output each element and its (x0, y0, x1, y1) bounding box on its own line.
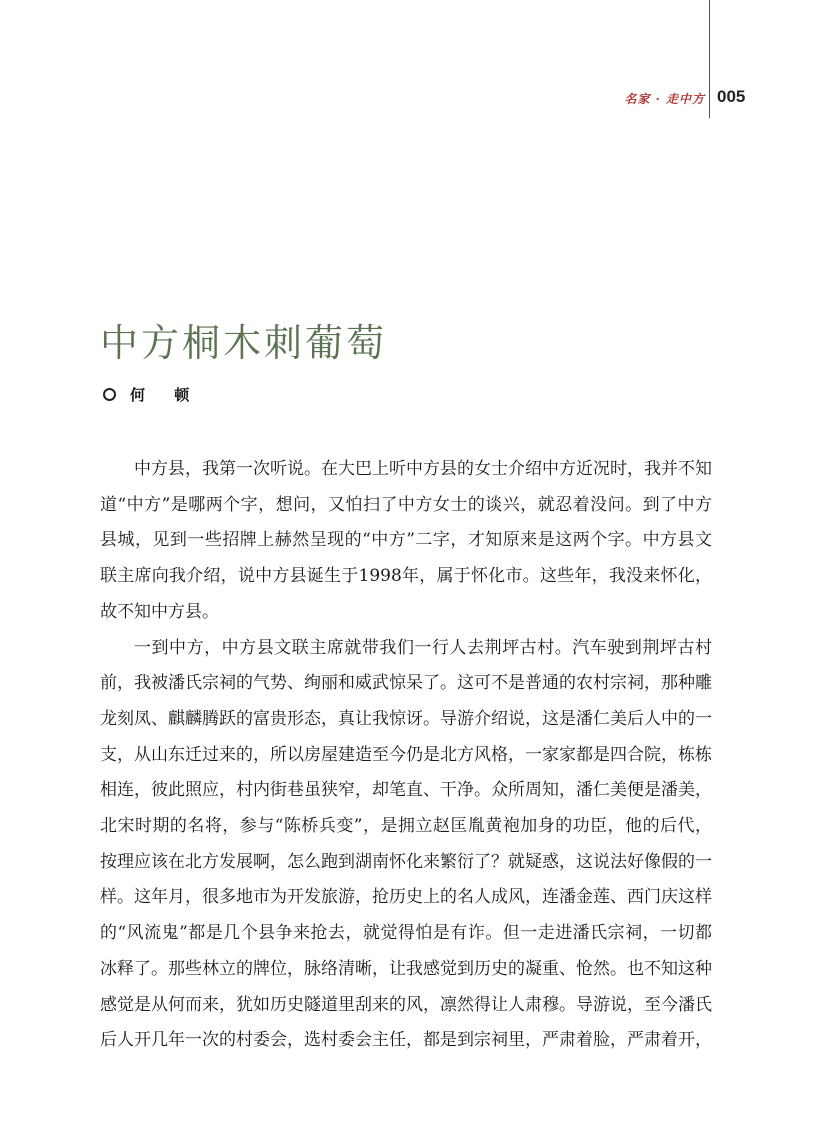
article-title: 中方桐木刺葡萄 (100, 321, 388, 365)
paragraph: 一到中方，中方县文联主席就带我们一行人去荆坪古村。汽车驶到荆坪古村前，我被潘氏宗祠的气势、绚丽和威武惊呆了。这可不是普通的农村宗祠，那种雕龙刻凤、麒麟腾跃的富贵形态，真让我惊讶。导游介绍说，这是潘仁美后人中的一支，从山东迁过来的，所以房屋建造至今仍是北方风格，一家家都是四合院，栋栋相连，彼此照应，村内街巷虽狭窄，却笔直、干净。众所周知，潘仁美便是潘美，北宋时期的名将，参与“陈桥兵变”，是拥立赵匡胤黄袍加身的功臣，他的后代，按理应该在北方发展啊，怎么跑到湖南怀化来繁衍了？就疑惑，这说法好像假的一样。这年月，很多地市为开发旅游，抢历史上的名人成风，连潘金莲、西门庆这样的“风流鬼”都是几个县争来抢去，就觉得怕是有诈。但一走进潘氏宗祠，一切都冰释了。那些林立的牌位，脉络清晰，让我感觉到历史的凝重、怆然。也不知这种感觉是从何而来，犹如历史隧道里刮来的风，凛然得让人肃穆。导游说，至今潘氏后人开几年一次的村委会，选村委会主任，都是到宗祠里，严肃着脸，严肃着开， (100, 637, 712, 1051)
page-number: 005 (717, 87, 746, 106)
author-line (103, 384, 201, 405)
article-body (100, 452, 712, 1059)
author-name: 何 顿 (130, 386, 202, 404)
header-divider-line (709, 0, 710, 118)
running-head: 名家 · 走中方 (624, 92, 705, 106)
paragraph: 中方县，我第一次听说。在大巴上听中方县的女士介绍中方近况时，我并不知道“中方”是哪两个字，想问，又怕扫了中方女士的谈兴，就忍着没问。到了中方县城，见到一些招牌上赫然呈现的“中方”二字，才知原来是这两个字。中方县文联主席向我介绍，说中方县诞生于1998年，属于怀化市。这些年，我没来怀化，故不知中方县。 (100, 459, 712, 622)
bullet-circle-icon (103, 388, 116, 401)
